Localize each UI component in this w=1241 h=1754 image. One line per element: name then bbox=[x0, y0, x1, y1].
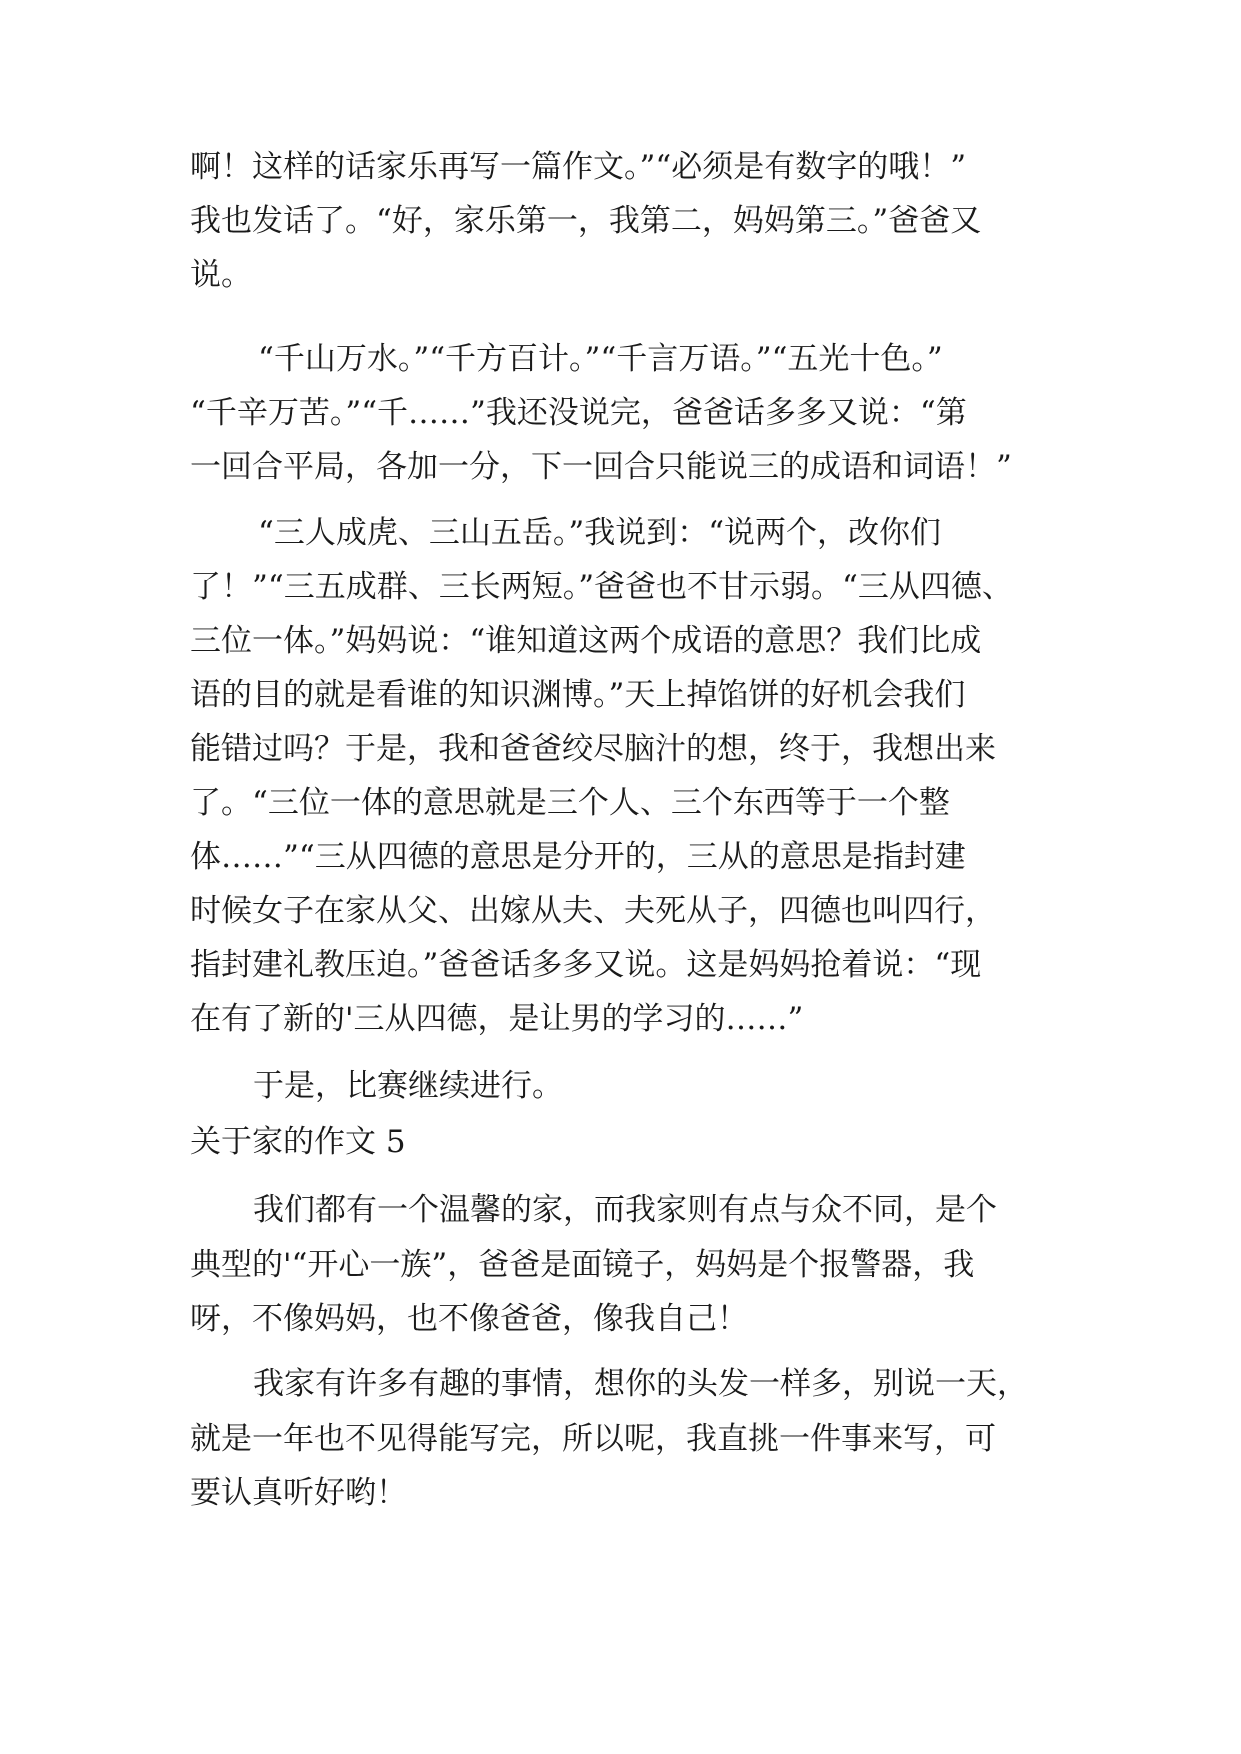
text-line: 呀，不像妈妈，也不像爸爸，像我自己！ bbox=[190, 1301, 748, 1337]
text-line: “千山万水。”“千方百计。”“千言万语。”“五光十色。” bbox=[258, 341, 943, 377]
text-line: 我也发话了。“好，家乐第一，我第二，妈妈第三。”爸爸又 bbox=[190, 203, 982, 239]
text-line: 三位一体。”妈妈说：“谁知道这两个成语的意思？我们比成 bbox=[190, 623, 982, 659]
text-line: 时候女子在家从父、出嫁从夫、夫死从子，四德也叫四行， bbox=[190, 893, 996, 929]
text-line: 说。 bbox=[190, 257, 252, 293]
text-line: 啊！这样的话家乐再写一篇作文。”“必须是有数字的哦！” bbox=[190, 149, 967, 185]
text-line: 了！”“三五成群、三长两短。”爸爸也不甘示弱。“三从四德、 bbox=[190, 569, 1013, 605]
text-line: 指封建礼教压迫。”爸爸话多多又说。这是妈妈抢着说：“现 bbox=[190, 947, 982, 983]
text-line: 典型的'“开心一族”，爸爸是面镜子，妈妈是个报警器，我 bbox=[190, 1247, 975, 1283]
text-line: 一回合平局，各加一分，下一回合只能说三的成语和词语！” bbox=[190, 449, 1012, 485]
text-line: 语的目的就是看谁的知识渊博。”天上掉馅饼的好机会我们 bbox=[190, 677, 966, 713]
text-line: 就是一年也不见得能写完，所以呢，我直挑一件事来写，可 bbox=[190, 1421, 996, 1457]
section-title: 关于家的作文 5 bbox=[190, 1124, 406, 1160]
text-line: 能错过吗？于是，我和爸爸绞尽脑汁的想，终于，我想出来 bbox=[190, 731, 996, 767]
text-line: “千辛万苦。”“千……”我还没说完，爸爸话多多又说：“第 bbox=[190, 395, 967, 431]
text-line: 于是，比赛继续进行。 bbox=[253, 1068, 563, 1104]
text-line: 体……”“三从四德的意思是分开的，三从的意思是指封建 bbox=[190, 839, 966, 875]
text-line: 在有了新的'三从四德，是让男的学习的……” bbox=[190, 1001, 804, 1037]
text-line: 我家有许多有趣的事情，想你的头发一样多，别说一天， bbox=[253, 1366, 1028, 1402]
text-line: 我们都有一个温馨的家，而我家则有点与众不同，是个 bbox=[253, 1192, 997, 1228]
text-line: “三人成虎、三山五岳。”我说到：“说两个，改你们 bbox=[258, 515, 942, 551]
text-line: 了。“三位一体的意思就是三个人、三个东西等于一个整 bbox=[190, 785, 950, 821]
text-line: 要认真听好哟！ bbox=[190, 1475, 407, 1511]
